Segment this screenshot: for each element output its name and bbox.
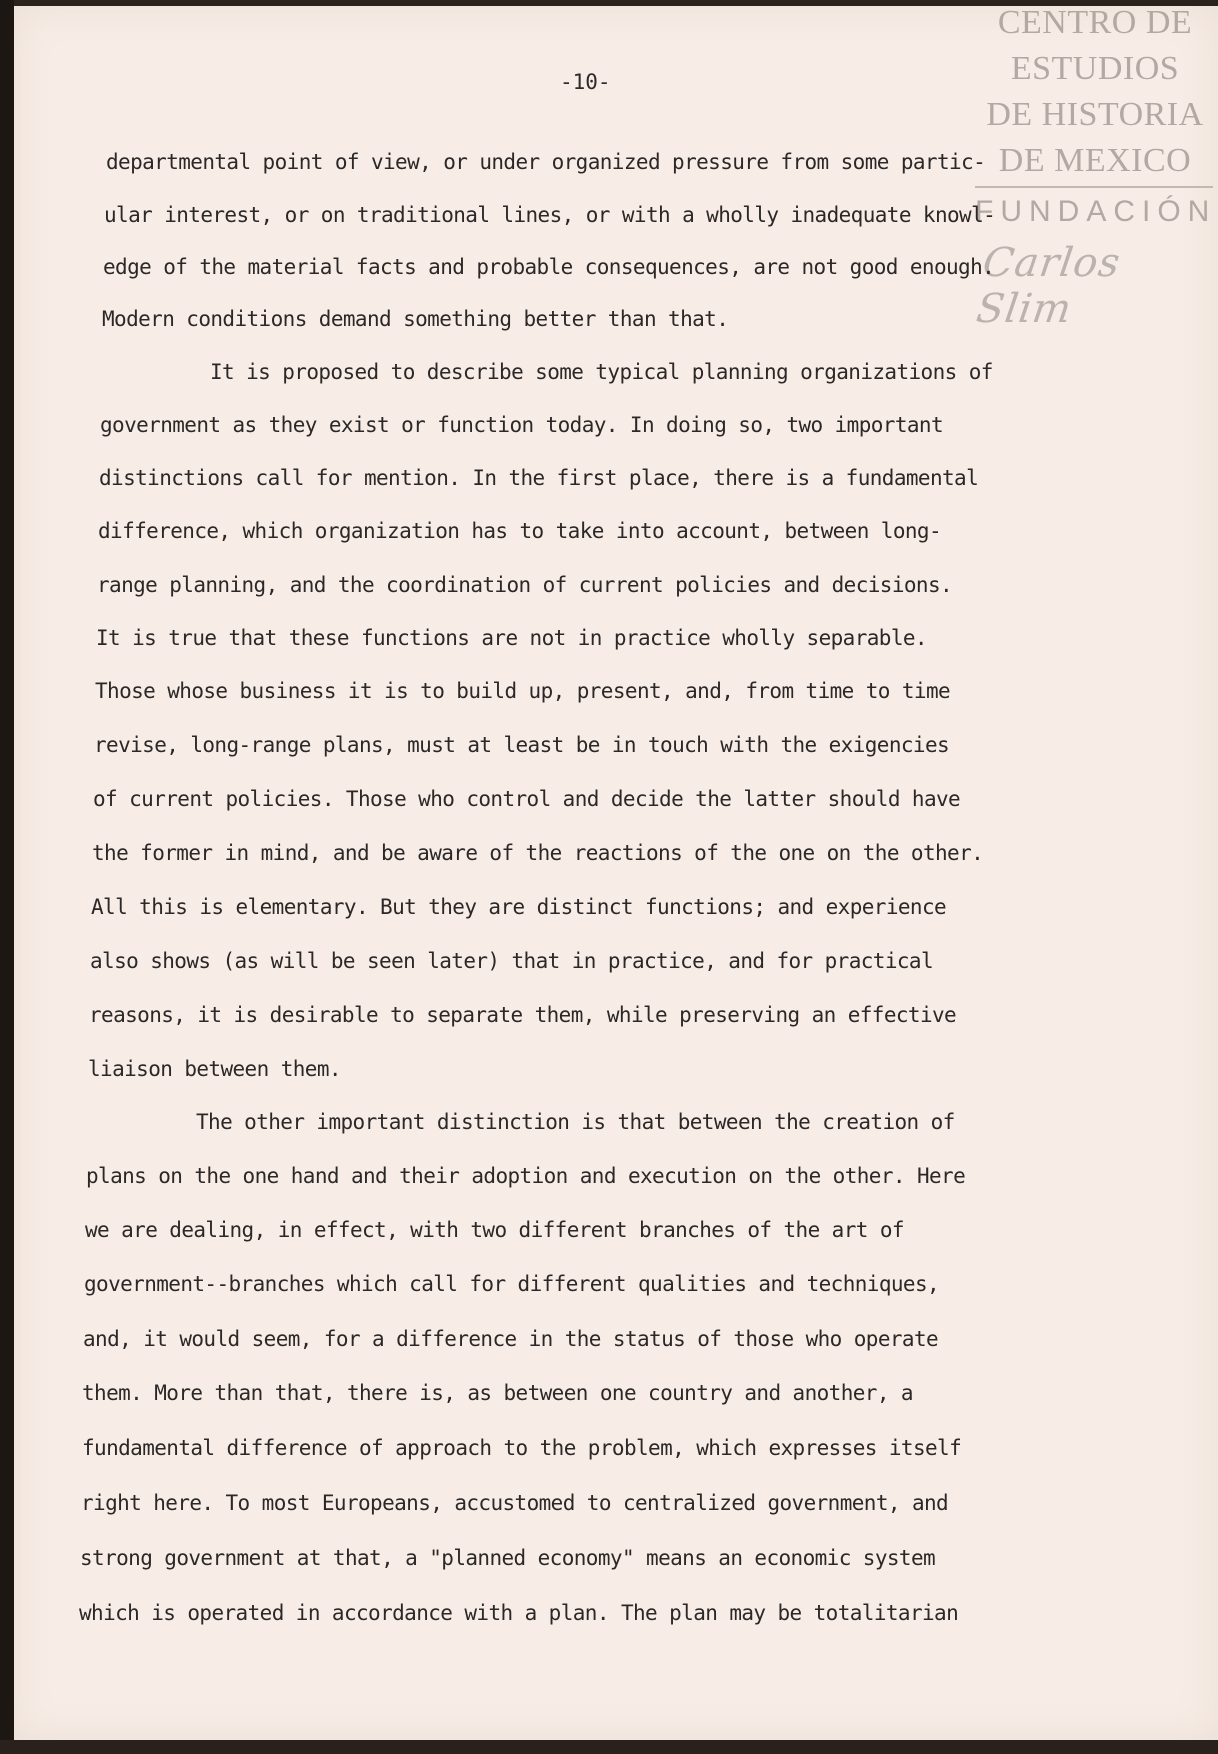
- text-line: revise, long-range plans, must at least be in touch with the exigencies: [94, 733, 950, 757]
- text-line: right here. To most Europeans, accustomed to centralized government, and: [81, 1491, 949, 1515]
- watermark-line: ESTUDIOS: [1010, 50, 1180, 87]
- text-line: departmental point of view, or under organized pressure from some partic-: [106, 150, 986, 174]
- text-line: The other important distinction is that between the creation of: [196, 1110, 955, 1134]
- text-line: plans on the one hand and their adoption and execution on the other. Here: [86, 1164, 966, 1188]
- text-line: distinctions call for mention. In the first place, there is a fundamental: [99, 466, 979, 490]
- watermark-line: DE MEXICO: [998, 142, 1192, 179]
- text-line: government as they exist or function today. In doing so, two important: [100, 413, 944, 437]
- text-line: difference, which organization has to take into account, between long-: [98, 519, 942, 543]
- text-line: Modern conditions demand something better than that.: [102, 307, 729, 331]
- text-line: All this is elementary. But they are distinct functions; and experience: [91, 895, 947, 919]
- text-line: range planning, and the coordination of current policies and decisions.: [97, 573, 953, 597]
- text-line: which is operated in accordance with a plan. The plan may be totalitarian: [79, 1601, 959, 1625]
- text-line: reasons, it is desirable to separate them, while preserving an effective: [89, 1003, 957, 1027]
- text-line: liaison between them.: [88, 1057, 341, 1081]
- text-line: them. More than that, there is, as between one country and another, a: [82, 1381, 913, 1405]
- watermark-line: CENTRO DE: [997, 4, 1193, 41]
- text-line: the former in mind, and be aware of the reactions of the one on the other.: [92, 841, 984, 865]
- watermark-centro-estudios: [975, 0, 1215, 184]
- text-line: of current policies. Those who control and decide the latter should have: [93, 787, 961, 811]
- text-line: fundamental difference of approach to the problem, which expresses itself: [82, 1436, 962, 1460]
- text-line: government--branches which call for different qualities and techniques,: [84, 1272, 940, 1296]
- watermark-fundacion: FUNDACIÓN: [975, 195, 1217, 228]
- text-line: strong government at that, a "planned economy" means an economic system: [80, 1546, 936, 1570]
- text-line: ular interest, or on traditional lines, or with a wholly inadequate knowl-: [104, 203, 996, 227]
- text-line: It is true that these functions are not in practice wholly separable.: [96, 626, 927, 650]
- page-number: -10-: [560, 70, 611, 94]
- scan-bottom-edge: [0, 1740, 1218, 1754]
- watermark-line: DE HISTORIA: [986, 96, 1204, 133]
- text-line: Those whose business it is to build up, present, and, from time to time: [95, 679, 951, 703]
- watermark-signature: Carlos Slim: [973, 240, 1124, 332]
- scan-left-edge: [0, 0, 14, 1754]
- watermark-divider: [975, 186, 1213, 188]
- text-line: edge of the material facts and probable consequences, are not good enough.: [103, 255, 995, 279]
- text-line: It is proposed to describe some typical planning organizations of: [210, 360, 993, 384]
- text-line: also shows (as will be seen later) that in practice, and for practical: [90, 949, 934, 973]
- text-line: and, it would seem, for a difference in the status of those who operate: [83, 1327, 939, 1351]
- text-line: we are dealing, in effect, with two different branches of the art of: [85, 1218, 904, 1242]
